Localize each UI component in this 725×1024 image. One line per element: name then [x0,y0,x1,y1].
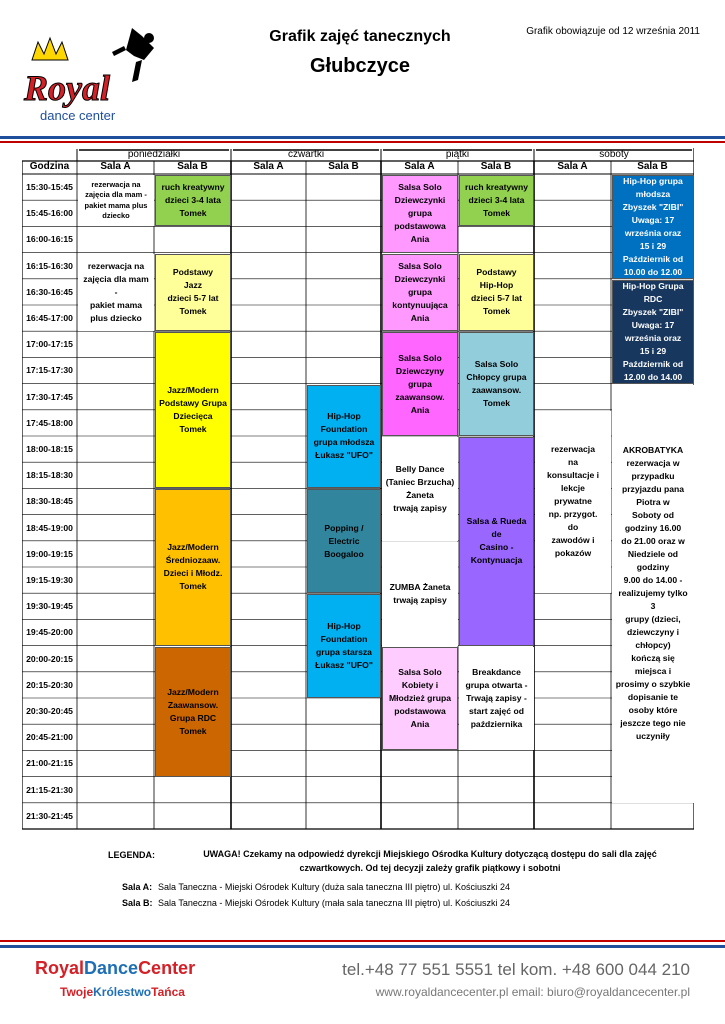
class-block-fri-b-kreatywny: ruch kreatywny dzieci 3-4 lata Tomek [459,175,534,226]
time-slot-label: 19:45-20:00 [26,627,73,638]
time-slot-label: 16:30-16:45 [26,286,73,297]
class-block-thu-b-hiphop-starsza: Hip-Hop Foundation grupa starsza Łukasz "UFO" [307,594,381,698]
sala-a-header: Sala A [404,161,435,172]
crown-icon [32,38,68,60]
time-slot-label: 15:30-15:45 [26,182,73,192]
time-slot-label: 16:15-16:30 [26,260,73,271]
class-block-sat-b-hiphop-mlodsza: Hip-Hop grupa młodsza Zbyszek "ZIBI" Uwaga: 17 września oraz 15 i 29 Październik od 10.00 do 12.00 [612,175,694,279]
sala-a-description: Sala Taneczna - Miejski Ośrodek Kultury (duża sala taneczna III piętro) ul. Kościuszki 24 [158,882,510,892]
footer-phone: tel.+48 77 551 5551 tel kom. +48 600 044 210 [342,960,690,979]
dancer-silhouette-icon [112,28,154,82]
time-slot-label: 15:45-16:00 [26,208,73,219]
time-slot-label: 19:30-19:45 [26,601,73,612]
time-slot-label: 17:45-18:00 [26,417,73,428]
class-block-sat-b-hiphop-rdc: Hip-Hop Grupa RDC Zbyszek "ZIBI" Uwaga: 17 września oraz 15 i 29 Październik od 12.00 do 14.00 [612,280,694,384]
sala-b-description: Sala Taneczna - Miejski Ośrodek Kultury (mała sala taneczna III piętro) ul. Kościuszki 24 [158,898,510,908]
royal-logo [14,20,164,135]
sala-a-header: Sala A [557,161,588,172]
class-block-mon-b-jazz-rdc: Jazz/Modern Zaawansow. Grupa RDC Tomek [155,647,231,777]
class-block-mon-a-mama-2: rezerwacja na zajęcia dla mam - pakiet mama plus dziecko [78,254,154,332]
class-block-fri-b-breakdance: Breakdance grupa otwarta - Trwają zapisy - start zajęć od października [459,647,534,751]
time-slot-label: 17:30-17:45 [26,391,73,402]
class-block-thu-b-popping: Popping / Electric Boogaloo [307,489,381,593]
footer-rule-blue [0,945,725,948]
time-header: Godzina [29,161,70,172]
footer-rule-red [0,940,725,942]
class-block-sat-a-rezerwacja: rezerwacja na konsultacje i lekcje prywatne np. przygot. do zawodów i pokazów [535,411,611,593]
header-rule-blue [0,136,725,139]
footer-tagline: TwojeKrólestwoTańca [60,985,185,999]
class-block-fri-a-salsa-dz: Salsa Solo Dziewczynki grupa podstawowa Ania [382,175,458,253]
schedule-table [22,148,694,830]
time-slot-label: 18:45-19:00 [26,522,73,533]
time-slot-label: 18:30-18:45 [26,496,73,507]
class-block-fri-b-hiphop-podst: Podstawy Hip-Hop dzieci 5-7 lat Tomek [459,254,534,332]
class-block-fri-b-salsa-chlopcy: Salsa Solo Chłopcy grupa zaawansow. Tomek [459,332,534,436]
time-slot-label: 19:15-19:30 [26,575,73,585]
class-block-fri-a-zumba: ZUMBA Żaneta trwają zapisy [382,542,458,646]
time-slot-label: 20:00-20:15 [26,653,73,664]
header-rule-red [0,141,725,143]
class-block-mon-b-kreatywny: ruch kreatywny dzieci 3-4 lata Tomek [155,175,231,226]
sala-b-header: Sala B [480,161,512,172]
class-block-fri-b-salsa-rueda: Salsa & Rueda de Casino - Kontynuacja [459,437,534,646]
time-slot-label: 19:00-19:15 [26,548,73,559]
class-block-fri-a-salsa-kobiety: Salsa Solo Kobiety i Młodzież grupa podstawowa Ania [382,647,458,751]
time-slot-label: 16:45-17:00 [26,313,73,323]
day-header-1: czwartki [287,149,325,160]
time-slot-label: 20:15-20:30 [26,679,73,690]
day-header-3: soboty [599,149,629,160]
sala-b-label: Sala B: [122,898,153,908]
page-subtitle: Głubczyce [309,55,411,77]
class-block-sat-b-akrobatyka: AKROBATYKA rezerwacja w przypadku przyjazdu pana Piotra w Soboty od godziny 16.00 do 21.00 oraz w Niedziele od godziny 9.00 do 14.00 - realizujemy tylko 3 grupy (dzieci, dziewczyny i chłopcy) kończą się miejsca i prosimy o szybkie dopisanie te osoby które jeszcze tego nie uczyniły [612,385,694,803]
time-slot-label: 16:00-16:15 [26,234,73,245]
valid-note: Grafik obowiązuje od 12 września 2011 [526,26,700,37]
footer-web: www.royaldancecenter.pl email: biuro@royaldancecenter.pl [375,985,690,999]
legend-label: LEGENDA: [108,850,155,860]
page-title: Grafik zajęć tanecznych [269,28,451,45]
footer-brand: RoyalDanceCenter [35,958,196,978]
class-block-thu-b-hiphop-mlodsza: Hip-Hop Foundation grupa młodsza Łukasz "UFO" [307,385,381,489]
time-slot-label: 17:15-17:30 [26,365,73,376]
sala-b-header: Sala B [328,161,359,172]
class-block-mon-a-mama-1: rezerwacja na zajęcia dla mam - pakiet mama plus dziecko [78,175,154,226]
time-slot-label: 18:15-18:30 [26,470,73,481]
time-slot-label: 18:00-18:15 [26,444,73,454]
class-block-fri-a-salsa-kont: Salsa Solo Dziewczynki grupa kontynuująca Ania [382,254,458,332]
class-block-fri-a-salsa-zaaw: Salsa Solo Dziewczyny grupa zaawansow. Ania [382,332,458,436]
svg-text:Royal: Royal [24,68,110,108]
sala-a-label: Sala A: [122,882,153,892]
sala-a-header: Sala A [253,161,284,172]
svg-text:dance center: dance center [40,108,116,123]
time-slot-label: 21:00-21:15 [26,758,73,769]
class-block-mon-b-jazz-sredni: Jazz/Modern Średniozaaw. Dzieci i Młodz. Tomek [155,489,231,645]
legend-notice: UWAGA! Czekamy na odpowiedź dyrekcji Miejskiego Ośrodka Kultury dotyczącą dostępu do sali dla zajęć czwartkowych. Od tej decyzji zależy grafik piątkowy i sobotni [203,849,657,873]
time-slot-label: 20:45-21:00 [26,732,73,743]
sala-a-header: Sala A [100,161,131,172]
day-header-0: poniedziałki [127,149,181,160]
class-block-mon-b-jazz-podstawy: Podstawy Jazz dzieci 5-7 lat Tomek [155,254,231,332]
class-block-fri-a-belly: Belly Dance (Taniec Brzucha) Żaneta trwają zapisy [382,437,458,541]
sala-b-header: Sala B [637,161,668,172]
class-block-mon-b-jazz-dziecieca: Jazz/Modern Podstawy Grupa Dziecięca Tomek [155,332,231,488]
time-slot-label: 20:30-20:45 [26,706,73,716]
day-header-2: piątki [445,149,470,160]
time-slot-label: 17:00-17:15 [26,339,73,350]
time-slot-label: 21:30-21:45 [26,810,73,821]
sala-b-header: Sala B [177,161,208,172]
time-slot-label: 21:15-21:30 [26,784,73,795]
